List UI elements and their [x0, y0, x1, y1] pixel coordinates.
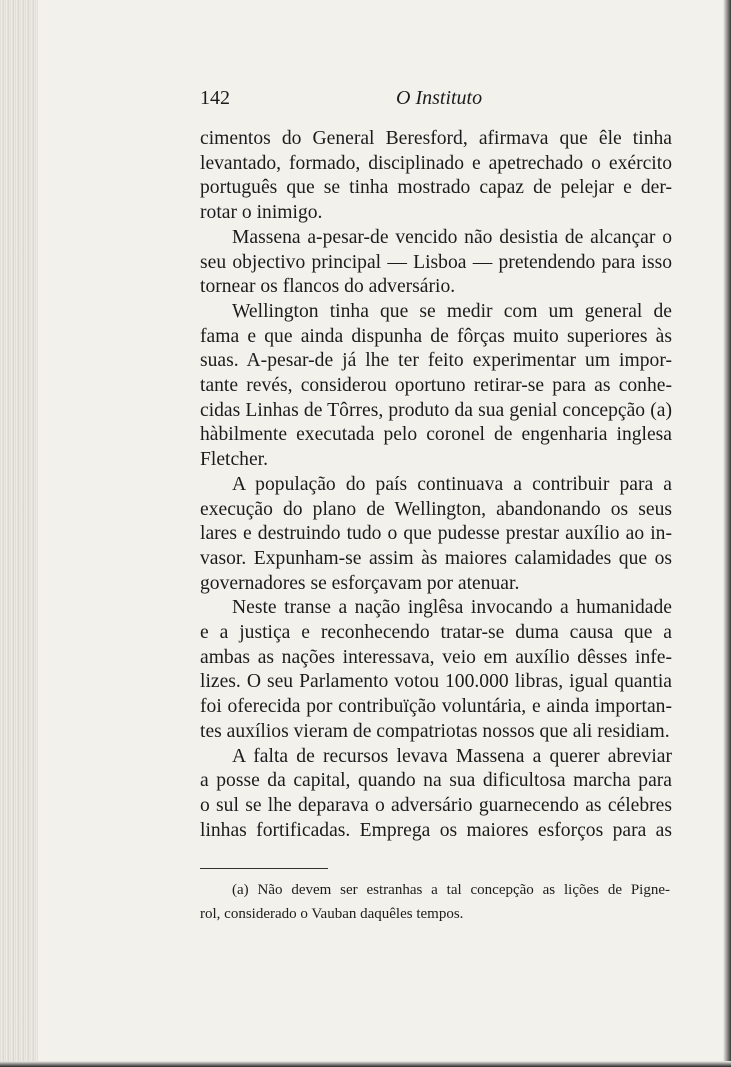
text-line: tornear os flancos do adversário. — [200, 276, 456, 298]
text-line: lares e destruindo tudo o que pudesse prestar auxílio ao in- — [200, 523, 672, 545]
text-line: cidas Linhas de Tôrres, produto da sua genial concepção (a) — [200, 399, 672, 421]
text-line: suas. A-pesar-de já lhe ter feito experimentar um impor- — [200, 350, 672, 372]
text-line: governadores se esforçavam por atenuar. — [200, 572, 520, 594]
page-number: 142 — [200, 87, 230, 109]
text-line: cimentos do General Beresford, afirmava que êle tinha — [200, 128, 672, 149]
text-line: lizes. O seu Parlamento votou 100.000 libras, igual quantia — [200, 671, 672, 693]
text-line: português que se tinha mostrado capaz de pelejar e der- — [200, 177, 672, 199]
text-line: tante revés, considerou oportuno retirar-se para as conhe- — [200, 375, 672, 397]
page-edge-shadow — [0, 0, 38, 1067]
text-line: o sul se lhe deparava o adversário guarnecendo as célebres — [200, 794, 672, 816]
footnote-line: (a) Não devem ser estranhas a tal concepção as lições de Pigne- — [232, 882, 670, 898]
text-line: Wellington tinha que se medir com um general de — [232, 300, 672, 322]
footnote-line: rol, considerado o Vauban daquêles tempos. — [200, 906, 464, 922]
text-line: a posse da capital, quando na sua dificultosa marcha para — [200, 770, 672, 792]
text-line: e a justiça e reconhecendo tratar-se duma causa que a — [200, 622, 672, 644]
text-line: Fletcher. — [200, 449, 269, 471]
text-line: A população do país continuava a contribuir para a — [232, 473, 672, 495]
text-line: hàbilmente executada pelo coronel de engenharia inglesa — [200, 424, 672, 446]
text-line: fama e que ainda dispunha de fôrças muito superiores às — [200, 325, 672, 347]
text-line: Massena a-pesar-de vencido não desistia de alcançar o — [232, 226, 672, 248]
text-line: Neste transe a nação inglêsa invocando a humanidade — [232, 597, 672, 619]
text-line: execução do plano de Wellington, abandonando os seus — [200, 498, 672, 520]
text-line: ambas as nações interessava, veio em auxílio dêsses infe- — [200, 646, 672, 668]
scan-shadow-bottom — [0, 1061, 731, 1067]
footnote-divider — [200, 868, 328, 869]
scan-shadow-right — [723, 0, 731, 1067]
text-line: rotar o inimigo. — [200, 202, 323, 224]
footnote — [200, 878, 670, 926]
text-line: linhas fortificadas. Emprega os maiores esforços para as — [200, 819, 672, 841]
text-line: levantado, formado, disciplinado e apetrechado o exército — [200, 152, 672, 174]
text-line: foi oferecida por contribuïção voluntária, e ainda importan- — [200, 696, 672, 718]
body-text — [200, 127, 672, 843]
text-line: seu objectivo principal — Lisboa — pretendendo para isso — [200, 251, 672, 273]
text-line: vasor. Expunham-se assim às maiores calamidades que os — [200, 547, 672, 569]
text-line: A falta de recursos levava Massena a querer abreviar — [232, 745, 672, 767]
running-title: O Instituto — [396, 87, 483, 109]
text-line: tes auxílios vieram de compatriotas nossos que ali residiam. — [200, 720, 670, 742]
page-header — [200, 87, 670, 115]
